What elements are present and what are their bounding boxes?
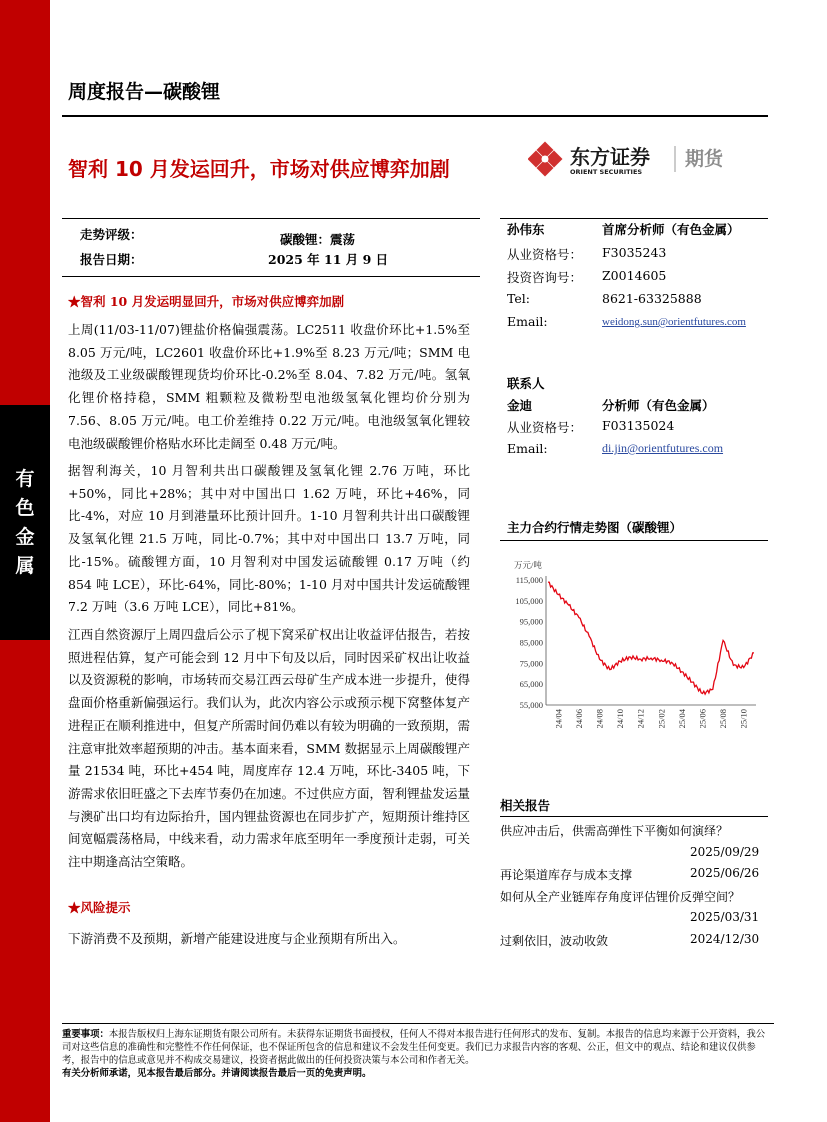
paragraph-prices: [68, 319, 470, 455]
date-label: 报告日期：: [80, 252, 143, 267]
related-report-link[interactable]: 如何从全产业链库存角度评估锂价反弹空间？: [500, 890, 741, 904]
contact-title: 分析师（有色金属）: [602, 398, 715, 413]
related-report-date: 2025/06/26: [690, 866, 760, 880]
x-tick-label: 25/02: [656, 709, 667, 729]
x-tick-label: 24/08: [594, 709, 605, 729]
qual-label: 从业资格号：: [507, 247, 583, 262]
y-tick-label: 75,000: [519, 658, 543, 669]
analyst-commitment-note: 有关分析师承诺，见本报告最后部分。并请阅读报告最后一页的免责声明。: [62, 1068, 372, 1079]
logo-mark-icon: [528, 142, 562, 177]
section-title-summary: ★智利 10 月发运明显回升，市场对供应博弈加剧: [68, 294, 345, 309]
consult-label: 投资咨询号：: [507, 270, 583, 285]
x-tick-label: 25/08: [718, 709, 729, 729]
qual-number: F3035243: [602, 245, 667, 260]
analyst-top-rule: [500, 218, 768, 219]
meta-bottom-rule: [62, 276, 480, 277]
sector-tag-char: 属: [15, 554, 35, 577]
orient-logo: [528, 140, 743, 178]
disclaimer-text: 本报告版权归上海东证期货有限公司所有。未获得东证期货书面授权，任何人不得对本报告进行任何形式的发布、复制。本报告的信息均来源于公开资料，我公司对这些信息的准确性和完整性不作任何保证，也不保证所包含的信息和建议不会发生任何变更。我们已力求报告内容的客观、公正，但文中的观点、结论和建议仅供参考，报告中的信息或意见并不构成交易建议，投资者据此做出的任何投资决策与本公司和作者无关。: [62, 1029, 766, 1066]
chart-title-rule: [500, 540, 768, 541]
y-axis-unit: 万元/吨: [514, 560, 542, 570]
headline: 智利 10 月发运回升，市场对供应博弈加剧: [68, 157, 450, 181]
x-tick-label: 24/10: [615, 709, 626, 729]
disclaimer-rule: [62, 1023, 774, 1024]
related-title: 相关报告: [500, 798, 551, 813]
paragraph-text: 江西自然资源厅上周四盘后公示了枧下窝采矿权出让收益评估报告，若按照进程估算，复产可能会到 12 月中下旬及以后，同时因采矿权出让收益以及资源税的影响，市场转而交易江西云母矿生产成本进一步提升，使得盘面价格重新偏强运行。我们认为，此次内容公示或预示枧下窝整体复产进程正在顺利推进中，但复产所需时间仍难以有较为明确的一致预期，需注意审批效率超预期的冲击。基本面来看，SMM 数据显示上周碳酸锂产量 21534 吨，环比+454 吨，周度库存 12.4 万吨，环比-3405 吨，下游需求依旧旺盛之下去库节奏仍在加速。不过供应方面，智利锂盐发运量与澳矿出口均有边际抬升，国内锂盐资源也在同步扩产，短期预计维持区间宽幅震荡格局，中线来看，动力需求年底至明年一季度预计走弱，可关注中期逢高沽空策略。: [68, 627, 470, 870]
x-tick-label: 24/12: [635, 709, 646, 729]
risk-text: [68, 928, 470, 951]
contact-email-link[interactable]: di.jin@orientfutures.com: [602, 441, 724, 455]
y-tick-label: 55,000: [519, 700, 543, 710]
contact-qual-number: F03135024: [602, 418, 675, 433]
price-series-line: [548, 582, 754, 694]
x-tick-label: 25/10: [738, 709, 749, 729]
paragraph-outlook: [68, 624, 470, 874]
related-report-link[interactable]: 再论渠道库存与成本支撑: [500, 868, 633, 882]
contact-name: 金迪: [507, 398, 533, 413]
analyst-title: 首席分析师（有色金属）: [602, 222, 740, 237]
tel-number: 8621-63325888: [602, 291, 702, 306]
meta-top-rule: [62, 218, 480, 219]
paragraph-text: 据智利海关，10 月智利共出口碳酸锂及氢氧化锂 2.76 万吨，环比+50%，同比+28%；其中对中国出口 1.62 万吨，环比+46%，同比-4%，对应 10 月到港量环比预计回升。1-10 月智利共计出口碳酸锂及氢氧化锂 21.5 万吨，同比-0.7%；其中对中国出口 13.7 万吨，同比-15%。硫酸锂方面，10 月智利对中国发运硫酸锂 0.17 万吨（约 854 吨 LCE），环比-64%，同比-80%；1-10 月对中国共计发运硫酸锂 7.2 万吨（3.6 万吨 LCE），同比+81%。: [68, 463, 470, 615]
analyst-email-link[interactable]: weidong.sun@orientfutures.com: [602, 316, 746, 328]
logo-sub-text: 期货: [685, 148, 724, 170]
related-report-date: 2025/09/29: [690, 845, 760, 859]
contact-email-label: Email:: [507, 441, 548, 456]
analyst-name: 孙伟东: [507, 222, 545, 237]
disclaimer-label: 重要事项：: [62, 1029, 109, 1040]
related-report-date: 2025/03/31: [690, 910, 760, 924]
y-tick-label: 95,000: [519, 616, 543, 627]
x-tick-label: 25/04: [676, 709, 687, 729]
doc-type: 周度报告—碳酸锂: [68, 81, 221, 103]
trend-label: 走势评级：: [80, 227, 143, 242]
y-tick-label: 65,000: [519, 679, 543, 690]
related-report-link[interactable]: 过剩依旧，波动收敛: [500, 934, 609, 948]
price-chart: [500, 550, 768, 750]
x-tick-label: 25/06: [697, 709, 708, 729]
y-tick-label: 105,000: [515, 595, 543, 606]
x-tick-label: 24/04: [553, 709, 564, 729]
trend-value: 碳酸锂：震荡: [280, 232, 356, 247]
logo-cn-text: 东方证券: [570, 145, 650, 169]
related-report-date: 2024/12/30: [690, 932, 760, 946]
tel-label: Tel:: [507, 291, 530, 306]
section-title-risk: ★风险提示: [68, 900, 131, 915]
contact-label: 联系人: [507, 376, 545, 391]
disclaimer: [62, 1028, 774, 1080]
related-report-link[interactable]: 供应冲击后，供需高弹性下平衡如何演绎？: [500, 824, 729, 838]
x-tick-label: 24/06: [573, 709, 584, 729]
email-label: Email:: [507, 314, 548, 329]
sector-tag-char: 金: [15, 525, 35, 548]
sector-tag: [0, 405, 50, 640]
y-tick-label: 115,000: [515, 575, 543, 585]
paragraph-text: 上周(11/03-11/07)锂盐价格偏强震荡。LC2511 收盘价环比+1.5%至 8.05 万元/吨，LC2601 收盘价环比+1.9%至 8.23 万元/吨；SMM 电池级及工业级碳酸锂现货均价环比-0.2%至 8.04、7.82 万元/吨。氢氧化锂价格持稳，SMM 粗颗粒及微粉型电池级氢氧化锂均价分别为 7.56、8.05 万元/吨。电工价差维持 0.22 万元/吨。电池级氢氧化锂较电池级碳酸锂价格贴水环比走阔至 0.48 万元/吨。: [68, 322, 470, 451]
paragraph-chile: [68, 460, 470, 619]
related-rule: [500, 816, 768, 817]
report-date: 2025 年 11 月 9 日: [268, 252, 389, 267]
sector-tag-char: 有: [15, 467, 35, 490]
header-rule: [62, 115, 768, 117]
logo-en-text: ORIENT SECURITIES: [570, 168, 643, 176]
y-tick-label: 85,000: [519, 637, 543, 648]
consult-number: Z0014605: [602, 268, 667, 283]
chart-title: 主力合约行情走势图（碳酸锂）: [507, 520, 683, 535]
sector-tag-char: 色: [15, 496, 35, 519]
contact-qual-label: 从业资格号：: [507, 420, 583, 435]
paragraph-text: 下游消费不及预期，新增产能建设进度与企业预期有所出入。: [68, 931, 406, 946]
